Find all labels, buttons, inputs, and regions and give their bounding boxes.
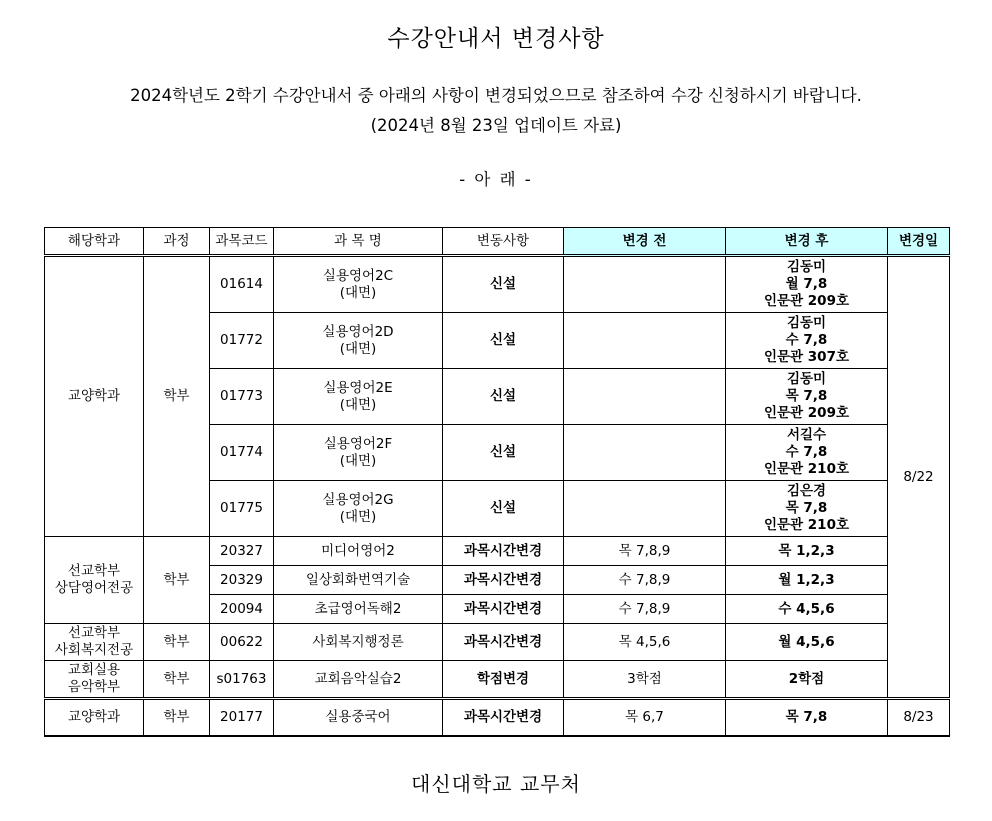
course-cell: 학부 [144, 256, 210, 537]
before-cell: 목 4,5,6 [564, 624, 726, 661]
code-cell: 01773 [210, 369, 274, 425]
after-cell: 김동미 월 7,8 인문관 209호 [726, 256, 888, 313]
after-cell: 월 1,2,3 [726, 566, 888, 595]
subject-cell: 실용영어2G (대면) [274, 481, 443, 537]
before-cell [564, 425, 726, 481]
change-cell: 과목시간변경 [443, 624, 564, 661]
table-row [45, 661, 950, 699]
after-cell: 김동미 수 7,8 인문관 307호 [726, 313, 888, 369]
dept-cell: 교양학과 [45, 699, 144, 737]
code-cell: 20327 [210, 537, 274, 566]
code-cell: 01774 [210, 425, 274, 481]
before-cell: 목 7,8,9 [564, 537, 726, 566]
code-cell: 01775 [210, 481, 274, 537]
after-cell: 목 7,8 [726, 699, 888, 737]
code-cell: 00622 [210, 624, 274, 661]
course-cell: 학부 [144, 537, 210, 624]
subject-cell: 실용영어2E (대면) [274, 369, 443, 425]
table-row [45, 699, 950, 737]
header-subject: 과 목 명 [274, 228, 443, 256]
header-code: 과목코드 [210, 228, 274, 256]
below-marker: - 아 래 - [459, 170, 533, 189]
update-date: (2024년 8월 23일 업데이트 자료) [370, 116, 622, 135]
subject-cell: 실용중국어 [274, 699, 443, 737]
header-dept: 해당학과 [45, 228, 144, 256]
code-cell: 20177 [210, 699, 274, 737]
after-cell: 김동미 목 7,8 인문관 209호 [726, 369, 888, 425]
changes-table [44, 227, 950, 737]
header-before: 변경 전 [564, 228, 726, 256]
change-date-cell: 8/23 [888, 699, 950, 737]
after-cell: 목 1,2,3 [726, 537, 888, 566]
code-cell: 20329 [210, 566, 274, 595]
notice-text: 2024학년도 2학기 수강안내서 중 아래의 사항이 변경되었으므로 참조하여 수강 신청하시기 바랍니다. [130, 86, 862, 105]
subject-cell: 실용영어2F (대면) [274, 425, 443, 481]
subject-cell: 교회음악실습2 [274, 661, 443, 699]
table-row [45, 256, 950, 313]
after-cell: 서길수 수 7,8 인문관 210호 [726, 425, 888, 481]
table-row [45, 537, 950, 566]
page-title: 수강안내서 변경사항 [387, 26, 605, 52]
dept-cell: 교양학과 [45, 256, 144, 537]
after-cell: 수 4,5,6 [726, 595, 888, 624]
course-cell: 학부 [144, 661, 210, 699]
dept-cell: 선교학부 상담영어전공 [45, 537, 144, 624]
after-cell: 김은경 목 7,8 인문관 210호 [726, 481, 888, 537]
subject-cell: 일상회화번역기술 [274, 566, 443, 595]
subject-cell: 미디어영어2 [274, 537, 443, 566]
change-cell: 과목시간변경 [443, 537, 564, 566]
dept-cell: 선교학부 사회복지전공 [45, 624, 144, 661]
before-cell [564, 369, 726, 425]
header-change: 변동사항 [443, 228, 564, 256]
course-cell: 학부 [144, 624, 210, 661]
before-cell: 수 7,8,9 [564, 595, 726, 624]
before-cell [564, 481, 726, 537]
before-cell [564, 256, 726, 313]
subject-cell: 실용영어2D (대면) [274, 313, 443, 369]
change-cell: 과목시간변경 [443, 699, 564, 737]
after-cell: 월 4,5,6 [726, 624, 888, 661]
change-cell: 신설 [443, 369, 564, 425]
table-row [45, 624, 950, 661]
change-cell: 학점변경 [443, 661, 564, 699]
header-row [45, 228, 950, 256]
header-after: 변경 후 [726, 228, 888, 256]
code-cell: 20094 [210, 595, 274, 624]
header-date: 변경일 [888, 228, 950, 256]
before-cell: 목 6,7 [564, 699, 726, 737]
subject-cell: 사회복지행정론 [274, 624, 443, 661]
change-cell: 신설 [443, 481, 564, 537]
subject-cell: 실용영어2C (대면) [274, 256, 443, 313]
code-cell: 01772 [210, 313, 274, 369]
code-cell: 01614 [210, 256, 274, 313]
footer-signature: 대신대학교 교무처 [411, 772, 581, 796]
change-cell: 신설 [443, 313, 564, 369]
change-cell: 과목시간변경 [443, 595, 564, 624]
after-cell: 2학점 [726, 661, 888, 699]
subject-cell: 초급영어독해2 [274, 595, 443, 624]
before-cell: 수 7,8,9 [564, 566, 726, 595]
change-cell: 과목시간변경 [443, 566, 564, 595]
before-cell [564, 313, 726, 369]
change-cell: 신설 [443, 425, 564, 481]
code-cell: s01763 [210, 661, 274, 699]
header-course: 과정 [144, 228, 210, 256]
change-cell: 신설 [443, 256, 564, 313]
change-date-cell: 8/22 [888, 256, 950, 699]
before-cell: 3학점 [564, 661, 726, 699]
course-cell: 학부 [144, 699, 210, 737]
dept-cell: 교회실용 음악학부 [45, 661, 144, 699]
